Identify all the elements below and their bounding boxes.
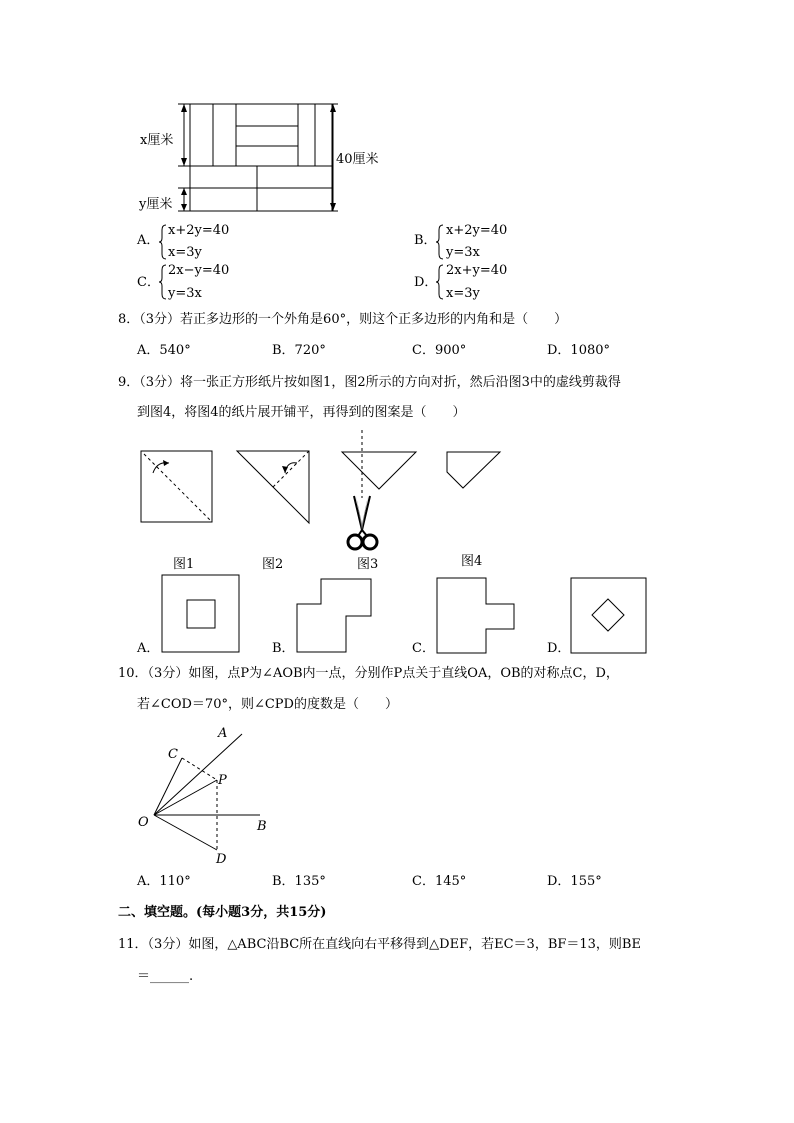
q9-option-d-figure — [570, 577, 648, 655]
q8-option-a[interactable]: A．540° — [137, 343, 191, 358]
q10-angle-figure — [130, 720, 280, 865]
q9-figure-1 — [139, 449, 215, 525]
q9-option-c-figure — [436, 577, 516, 655]
q10-option-a[interactable]: A．110° — [137, 874, 191, 889]
point-label-b: B — [257, 819, 267, 834]
point-label-o: O — [138, 815, 149, 830]
q9-figure-4 — [445, 450, 503, 492]
q9-text-line1: 9．（3分）将一张正方形纸片按如图1，图2所示的方向对折，然后沿图3中的虚线剪裁得 — [118, 375, 621, 390]
brace-icon — [435, 264, 445, 300]
q9-option-b-figure — [296, 578, 374, 654]
q9-fig-label-1: 图1 — [173, 557, 195, 572]
q8-option-d[interactable]: D．1080° — [547, 343, 611, 358]
q9-figure-2 — [235, 449, 315, 529]
q9-option-a-figure — [161, 574, 241, 654]
q7-label-y: y厘米 — [139, 197, 173, 212]
q8-option-b[interactable]: B．720° — [272, 343, 326, 358]
q8-option-c[interactable]: C．900° — [412, 343, 467, 358]
brace-icon — [158, 264, 168, 300]
q10-option-c[interactable]: C．145° — [412, 874, 467, 889]
q10-option-d[interactable]: D．155° — [547, 874, 602, 889]
scissors-icon — [348, 496, 377, 549]
q9-figure-3 — [340, 430, 420, 555]
q11-text-line1: 11．（3分）如图，△ABC沿BC所在直线向右平移得到△DEF，若EC＝3，BF＝13，则BE — [118, 937, 641, 952]
q8-text: 8．（3分）若正多边形的一个外角是60°，则这个正多边形的内角和是（ ） — [118, 312, 568, 327]
point-label-d: D — [216, 852, 227, 865]
point-label-p: P — [218, 773, 227, 788]
q10-text-line1: 10．（3分）如图，点P为∠AOB内一点，分别作P点关于直线OA，OB的对称点C，D， — [118, 666, 619, 681]
brace-icon — [435, 224, 445, 260]
q10-option-b[interactable]: B．135° — [272, 874, 326, 889]
brace-icon — [158, 224, 168, 260]
point-label-c: C — [168, 747, 178, 762]
q10-text-line2: 若∠COD＝70°，则∠CPD的度数是（ ） — [137, 697, 398, 712]
q9-fig-label-2: 图2 — [262, 557, 284, 572]
q7-label-40: 40厘米 — [336, 152, 379, 167]
q9-fig-label-4: 图4 — [461, 554, 483, 569]
point-label-a: A — [218, 726, 228, 741]
section-title: 二、填空题。(每小题3分，共15分) — [118, 905, 327, 920]
q11-text-line2[interactable]: ＝______. — [137, 969, 194, 984]
q9-fig-label-3: 图3 — [357, 557, 379, 572]
q9-text-line2: 到图4，将图4的纸片展开铺平，再得到的图案是（ ） — [137, 405, 466, 420]
q7-label-x: x厘米 — [140, 133, 174, 148]
